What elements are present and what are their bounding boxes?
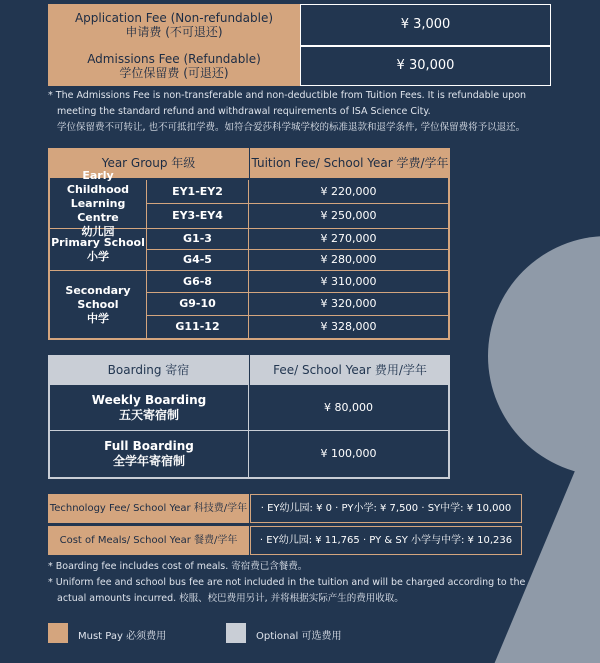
admissions-note xyxy=(48,88,526,136)
group-name-cn: 中学 xyxy=(87,311,109,325)
tuition-fee: ¥ 220,000 xyxy=(249,180,448,204)
tuition-fee: ¥ 320,000 xyxy=(249,293,448,316)
admissions-note-line: meeting the standard refund and withdrawal requirements of ISA Science City. xyxy=(57,106,431,117)
tuition-group-primary xyxy=(50,229,147,271)
footnote-line: actual amounts incurred. 校服、校巴费用另计, 并将根据实际产生的费用收取。 xyxy=(57,593,404,604)
tuition-grade: G1-3 xyxy=(147,229,249,250)
admissions-fee-value: ¥ 30,000 xyxy=(300,46,551,86)
application-fee-label-cn: 申请费 (不可退还) xyxy=(125,25,223,39)
tuition-header-fee: Tuition Fee/ School Year 学费/学年 xyxy=(249,148,450,178)
legend-optional-label: Optional 可选费用 xyxy=(256,631,342,642)
boarding-fee: ¥ 80,000 xyxy=(249,385,448,431)
tuition-fee: ¥ 280,000 xyxy=(249,250,448,271)
tuition-header-group: Year Group 年级 xyxy=(48,148,249,178)
group-name: Secondary School xyxy=(65,283,131,311)
admissions-fee-label-cn: 学位保留费 (可退还) xyxy=(119,66,229,80)
boarding-header-type: Boarding 寄宿 xyxy=(48,355,249,385)
tuition-grade: EY1-EY2 xyxy=(147,180,249,204)
technology-fee-label: Technology Fee/ School Year 科技费/学年 xyxy=(48,494,249,523)
decorative-circle xyxy=(488,236,600,476)
boarding-name: Full Boarding xyxy=(104,439,194,453)
application-fee-label xyxy=(48,4,300,46)
legend-optional-swatch xyxy=(226,623,246,643)
tuition-group-secondary xyxy=(50,271,147,338)
group-name-cn: 小学 xyxy=(87,249,109,263)
admissions-note-line: * The Admissions Fee is non-transferable and non-deductible from Tuition Fees. It is refundable upon xyxy=(48,90,527,101)
tuition-grade: G9-10 xyxy=(147,293,249,316)
tuition-group-ecl xyxy=(50,169,147,238)
admissions-note-line: 学位保留费不可转让, 也不可抵扣学费。如符合爱莎科学城学校的标准退款和退学条件, 学位保留费将予以退还。 xyxy=(57,122,526,133)
tuition-grade: EY3-EY4 xyxy=(147,204,249,229)
footnote-line: * Boarding fee includes cost of meals. 寄宿费已含餐费。 xyxy=(48,561,308,572)
boarding-name-cn: 五天寄宿制 xyxy=(118,407,179,422)
group-name: Early Childhood Learning Centre xyxy=(66,169,130,224)
boarding-fee: ¥ 100,000 xyxy=(320,447,377,460)
boarding-row-full xyxy=(50,431,249,477)
admissions-fee-label-en: Admissions Fee (Refundable) xyxy=(87,51,261,66)
tuition-fee: ¥ 310,000 xyxy=(249,271,448,293)
meals-fee-value: · EY幼儿园: ¥ 11,765 · PY & SY 小学与中学: ¥ 10,236 xyxy=(250,526,522,555)
boarding-row-weekly xyxy=(50,385,249,431)
application-fee-value: ¥ 3,000 xyxy=(300,4,551,46)
boarding-name-cn: 全学年寄宿制 xyxy=(112,454,185,468)
boarding-header-fee: Fee/ School Year 费用/学年 xyxy=(249,355,450,385)
tuition-grade: G11-12 xyxy=(147,316,249,338)
tuition-fee: ¥ 270,000 xyxy=(249,229,448,250)
tuition-grade: G4-5 xyxy=(147,250,249,271)
tuition-fee: ¥ 328,000 xyxy=(320,320,377,333)
group-name-cn: 幼儿园 xyxy=(81,225,115,238)
admissions-fee-label xyxy=(48,46,300,86)
legend-must-pay-label: Must Pay 必须费用 xyxy=(78,631,167,642)
group-name: Primary School xyxy=(51,235,145,249)
tuition-fee: ¥ 250,000 xyxy=(249,204,448,229)
meals-fee-label: Cost of Meals/ School Year 餐费/学年 xyxy=(48,526,249,555)
application-fee-label-en: Application Fee (Non-refundable) xyxy=(74,10,274,25)
boarding-name: Weekly Boarding xyxy=(91,392,207,407)
tuition-grade: G6-8 xyxy=(147,271,249,293)
technology-fee-value: · EY幼儿园: ¥ 0 · PY小学: ¥ 7,500 · SY中学: ¥ 10,000 xyxy=(250,494,522,523)
legend-must-pay-swatch xyxy=(48,623,68,643)
footnote-line: * Uniform fee and school bus fee are not included in the tuition and will be charged according to the xyxy=(48,577,526,588)
footnotes xyxy=(48,559,525,607)
